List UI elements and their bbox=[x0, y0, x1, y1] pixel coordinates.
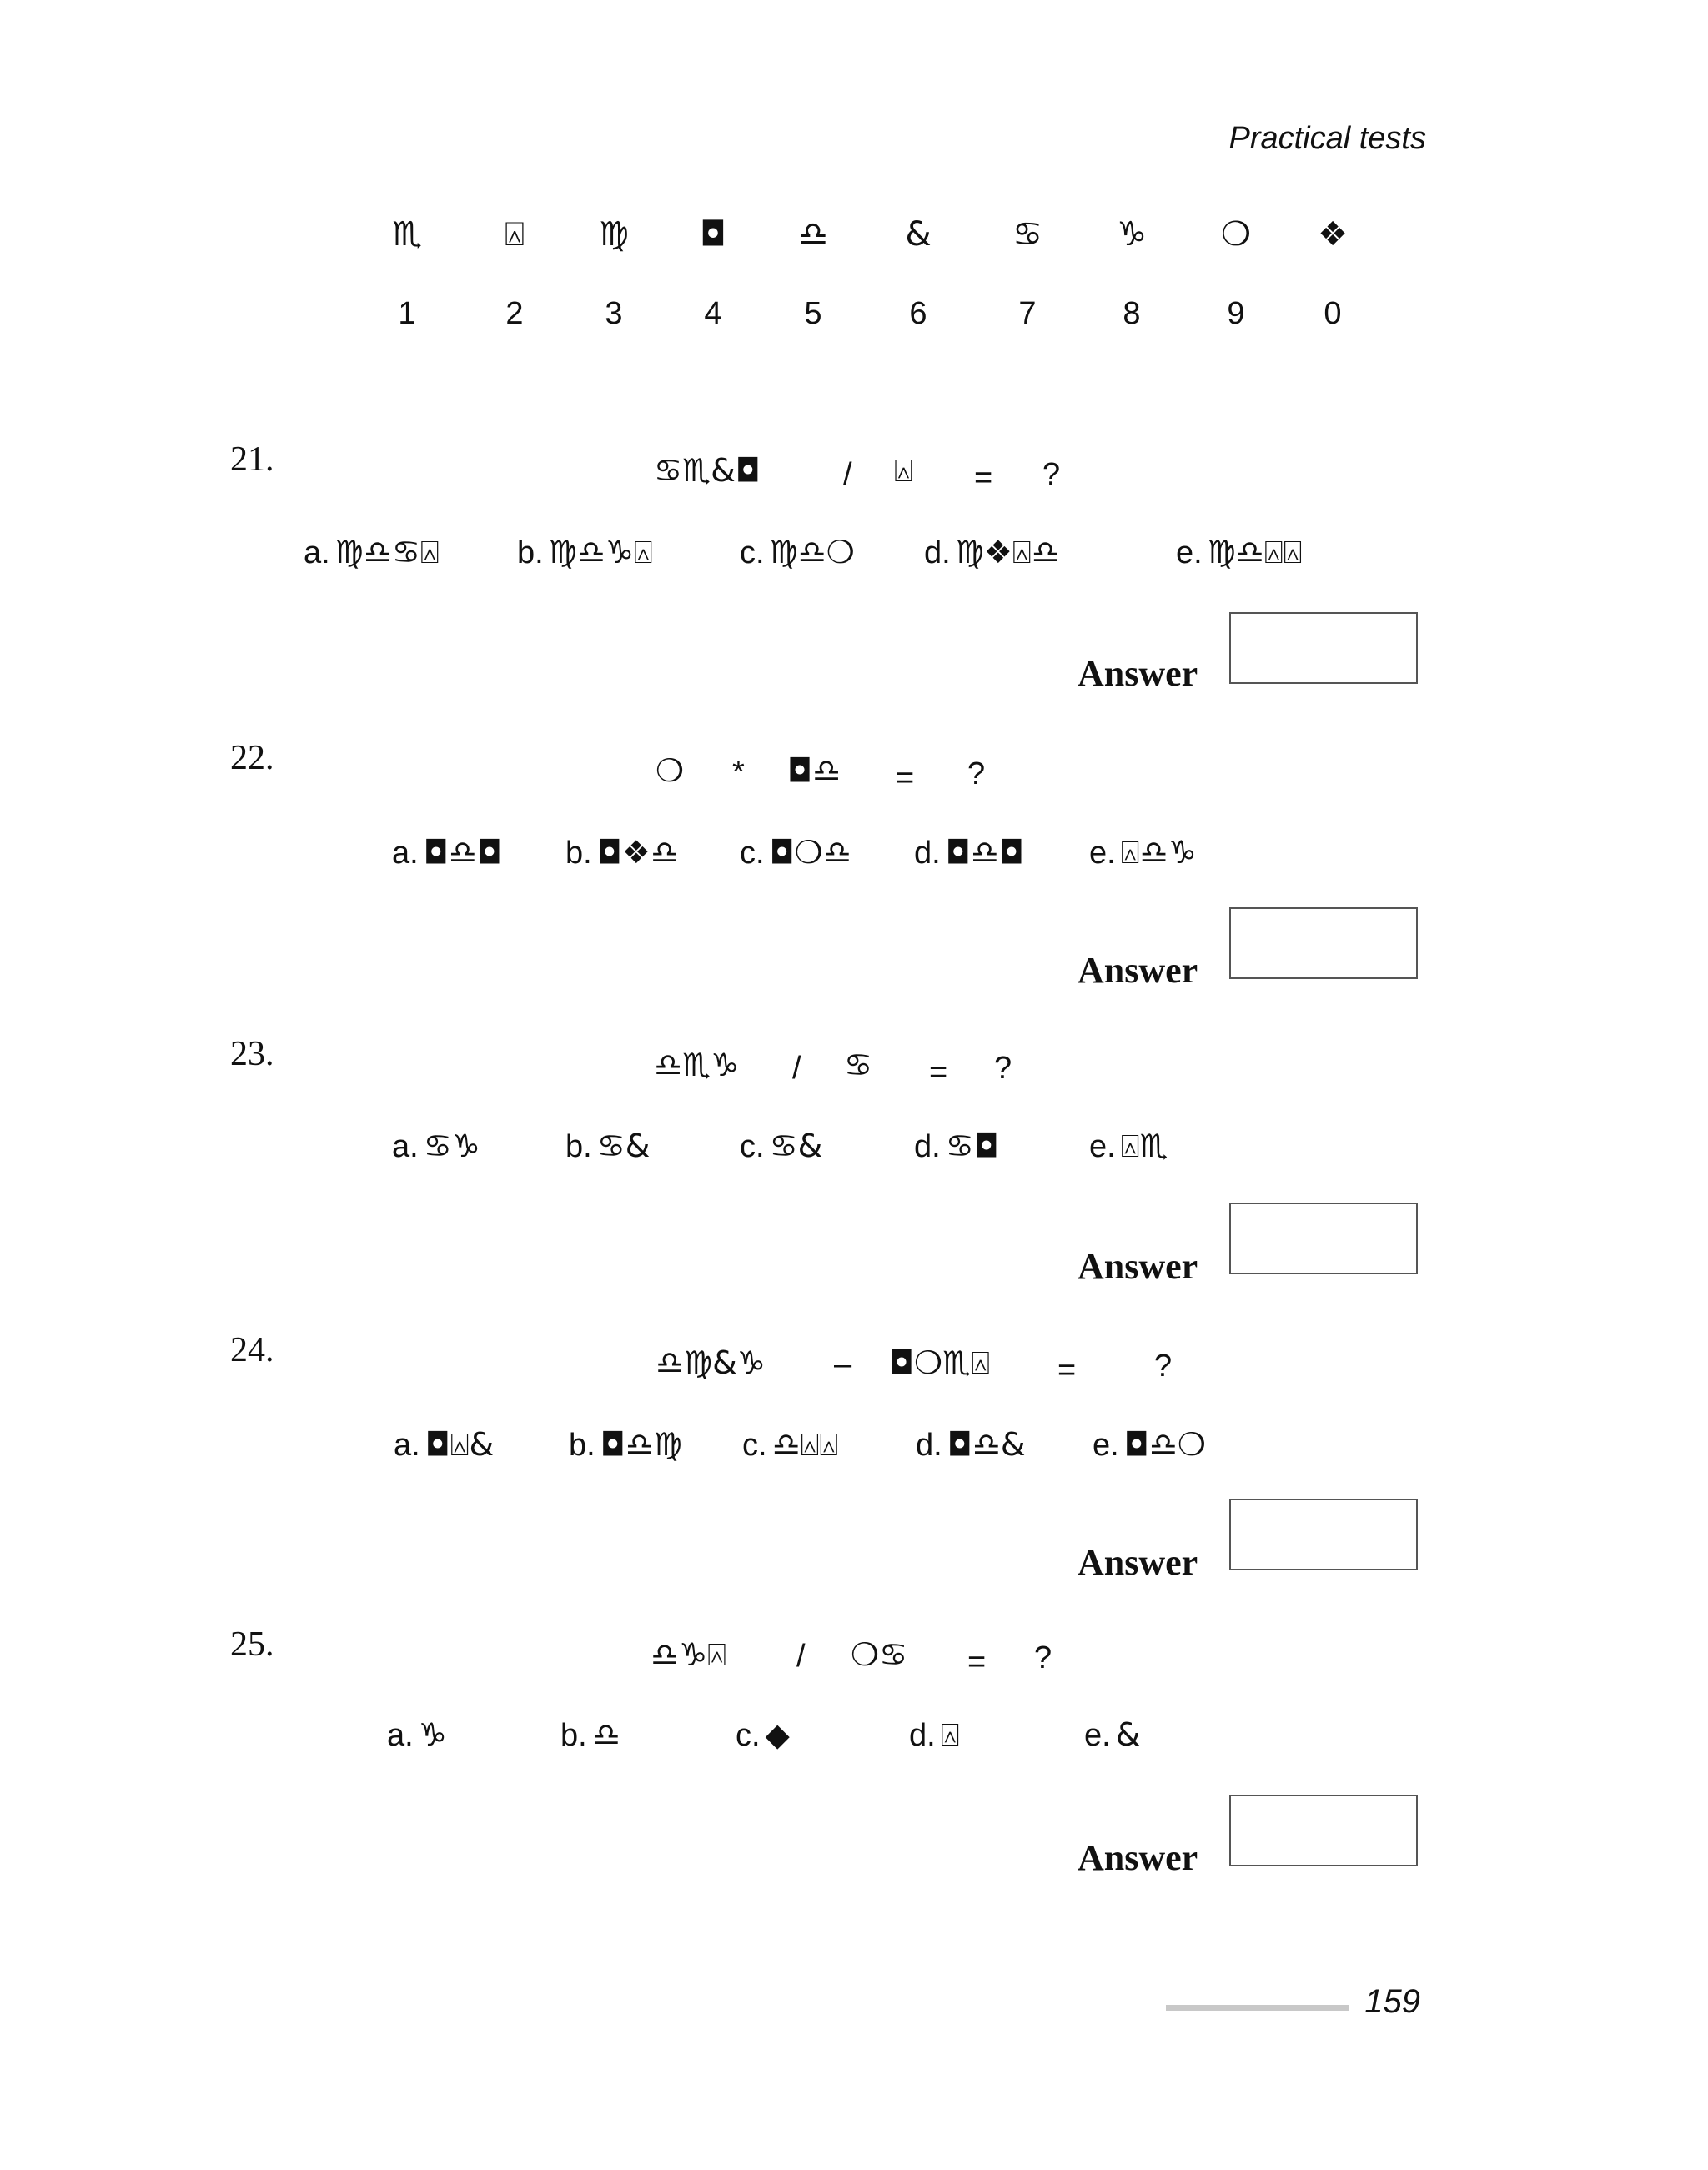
expression-operator: / bbox=[792, 1051, 801, 1086]
option-e[interactable] bbox=[1089, 834, 1197, 872]
key-digit: 3 bbox=[605, 296, 623, 331]
expression-equals: = bbox=[967, 1645, 987, 1680]
key-symbol: & bbox=[905, 215, 932, 254]
answer-box[interactable] bbox=[1229, 1795, 1418, 1866]
key-symbol: ⍓ bbox=[505, 215, 525, 254]
option-label: c. bbox=[740, 535, 765, 570]
option-label: a. bbox=[392, 1129, 419, 1164]
option-c[interactable] bbox=[740, 1128, 822, 1165]
expression-unknown: ? bbox=[1034, 1640, 1052, 1675]
option-value: ♋& bbox=[769, 1128, 823, 1164]
expression-operand: ♎♑⍓ bbox=[651, 1636, 726, 1673]
option-value: & bbox=[1115, 1716, 1141, 1753]
expression-operator: / bbox=[796, 1639, 806, 1674]
key-symbol: ◘ bbox=[700, 215, 726, 254]
key-digit: 0 bbox=[1324, 296, 1342, 331]
running-header: Practical tests bbox=[1228, 121, 1426, 156]
key-symbol: ❖ bbox=[1318, 215, 1348, 254]
option-label: b. bbox=[565, 836, 592, 871]
question-number: 23. bbox=[230, 1035, 274, 1073]
expression-operator: – bbox=[834, 1347, 852, 1382]
answer-box[interactable] bbox=[1229, 612, 1418, 684]
option-label: c. bbox=[740, 836, 765, 871]
key-digit: 6 bbox=[909, 296, 927, 331]
question-number: 25. bbox=[230, 1625, 274, 1664]
expression-equals: = bbox=[896, 761, 915, 796]
option-c[interactable] bbox=[736, 1716, 790, 1754]
option-value: ♋♑ bbox=[423, 1128, 480, 1164]
option-b[interactable] bbox=[565, 834, 679, 872]
expression-equals: = bbox=[1057, 1353, 1077, 1388]
option-a[interactable] bbox=[304, 534, 440, 571]
option-label: e. bbox=[1089, 836, 1116, 871]
expression-unknown: ? bbox=[967, 756, 986, 791]
expression-operand: ♋ bbox=[844, 1047, 873, 1083]
expression-operand: ♋♏&◘ bbox=[654, 452, 761, 489]
option-value: ♋◘ bbox=[945, 1128, 999, 1164]
key-symbol: ♋ bbox=[1012, 215, 1042, 254]
option-b[interactable] bbox=[565, 1128, 650, 1165]
option-label: b. bbox=[560, 1718, 587, 1753]
answer-box[interactable] bbox=[1229, 1203, 1418, 1274]
option-label: e. bbox=[1093, 1428, 1119, 1463]
option-value: ♍♎❍ bbox=[769, 534, 855, 570]
option-value: ◘❖♎ bbox=[596, 834, 679, 871]
expression-operand: ♎♍&♑ bbox=[656, 1344, 766, 1381]
option-label: e. bbox=[1084, 1718, 1111, 1753]
key-digit: 5 bbox=[804, 296, 822, 331]
key-digit: 8 bbox=[1123, 296, 1141, 331]
option-value: ◘♎♍ bbox=[600, 1426, 682, 1463]
option-c[interactable] bbox=[740, 534, 855, 571]
expression-operand: ❍ bbox=[656, 752, 685, 789]
expression-unknown: ? bbox=[1154, 1349, 1173, 1384]
option-value: ◘❍♎ bbox=[769, 834, 851, 871]
option-e[interactable] bbox=[1089, 1128, 1168, 1165]
option-d[interactable] bbox=[924, 534, 1060, 571]
option-a[interactable] bbox=[392, 834, 502, 872]
expression-unknown: ? bbox=[994, 1051, 1012, 1086]
option-value: ⍓♎♑ bbox=[1120, 834, 1197, 871]
option-label: b. bbox=[565, 1129, 592, 1164]
option-label: e. bbox=[1176, 535, 1203, 570]
option-label: d. bbox=[924, 535, 951, 570]
option-value: ◆ bbox=[765, 1716, 790, 1753]
option-value: ◘♎❍ bbox=[1123, 1426, 1206, 1463]
expression-operand: ❍♋ bbox=[851, 1636, 908, 1673]
option-c[interactable] bbox=[740, 834, 851, 872]
answer-label: Answer bbox=[1078, 1837, 1198, 1878]
option-value: ♍♎⍓⍓ bbox=[1207, 534, 1303, 570]
option-label: c. bbox=[740, 1129, 765, 1164]
footer-rule bbox=[1166, 2005, 1349, 2011]
key-digit: 4 bbox=[704, 296, 722, 331]
digit-key-row bbox=[384, 296, 1343, 346]
option-value: ♍♎♋⍓ bbox=[334, 534, 440, 570]
option-label: b. bbox=[569, 1428, 595, 1463]
option-label: b. bbox=[517, 535, 544, 570]
option-value: ♎ bbox=[591, 1716, 620, 1753]
option-c[interactable] bbox=[742, 1426, 838, 1464]
option-b[interactable] bbox=[517, 534, 653, 571]
key-digit: 9 bbox=[1227, 296, 1245, 331]
option-value: ♍❖⍓♎ bbox=[955, 534, 1060, 570]
option-value: ♋& bbox=[596, 1128, 651, 1164]
key-digit: 1 bbox=[398, 296, 416, 331]
option-value: ◘♎◘ bbox=[945, 834, 1024, 871]
option-d[interactable] bbox=[914, 834, 1024, 872]
expression-equals: = bbox=[929, 1055, 948, 1090]
option-a[interactable] bbox=[392, 1128, 480, 1165]
expression-unknown: ? bbox=[1042, 457, 1061, 492]
option-d[interactable] bbox=[914, 1128, 999, 1165]
question-number: 22. bbox=[230, 739, 274, 777]
expression-operand: ⍓ bbox=[894, 452, 913, 489]
key-symbol: ♍ bbox=[599, 215, 629, 254]
option-value: ◘⍓& bbox=[424, 1426, 495, 1463]
option-label: a. bbox=[394, 1428, 420, 1463]
option-value: ◘♎& bbox=[947, 1426, 1026, 1463]
option-label: d. bbox=[914, 1129, 941, 1164]
option-d[interactable] bbox=[909, 1716, 960, 1754]
expression-operator: / bbox=[843, 457, 852, 492]
option-value: ◘♎◘ bbox=[423, 834, 502, 871]
answer-label: Answer bbox=[1078, 1542, 1198, 1583]
answer-box[interactable] bbox=[1229, 1499, 1418, 1570]
option-value: ♍♎♑⍓ bbox=[548, 534, 653, 570]
expression-operand: ◘♎ bbox=[787, 752, 841, 789]
answer-label: Answer bbox=[1078, 950, 1198, 991]
symbol-key-row bbox=[384, 215, 1348, 265]
option-label: c. bbox=[742, 1428, 767, 1463]
option-a[interactable] bbox=[387, 1716, 447, 1754]
option-value: ⍓♏ bbox=[1120, 1128, 1168, 1164]
key-digit: 2 bbox=[505, 296, 524, 331]
key-symbol: ♏ bbox=[392, 215, 422, 254]
expression-equals: = bbox=[974, 460, 993, 495]
option-e[interactable] bbox=[1093, 1426, 1206, 1464]
expression-operand: ♎♏♑ bbox=[654, 1047, 740, 1083]
question-number: 24. bbox=[230, 1331, 274, 1369]
answer-box[interactable] bbox=[1229, 907, 1418, 979]
option-label: d. bbox=[914, 836, 941, 871]
expression-operand: ◘❍♏⍓ bbox=[889, 1344, 990, 1381]
option-value: ♑ bbox=[418, 1716, 447, 1753]
key-digit: 7 bbox=[1018, 296, 1037, 331]
key-symbol: ♑ bbox=[1117, 215, 1147, 254]
option-a[interactable] bbox=[394, 1426, 494, 1464]
page-number: 159 bbox=[1364, 1983, 1420, 2020]
option-value: ⍓ bbox=[940, 1716, 960, 1753]
key-symbol: ♎ bbox=[798, 215, 828, 254]
option-label: c. bbox=[736, 1718, 761, 1753]
option-b[interactable] bbox=[569, 1426, 682, 1464]
option-label: a. bbox=[392, 836, 419, 871]
option-label: a. bbox=[387, 1718, 414, 1753]
option-label: e. bbox=[1089, 1129, 1116, 1164]
key-symbol: ❍ bbox=[1221, 215, 1251, 254]
option-e[interactable] bbox=[1084, 1716, 1140, 1754]
question-number: 21. bbox=[230, 440, 274, 479]
option-b[interactable] bbox=[560, 1716, 620, 1754]
answer-label: Answer bbox=[1078, 653, 1198, 694]
option-label: d. bbox=[909, 1718, 936, 1753]
answer-label: Answer bbox=[1078, 1246, 1198, 1287]
option-label: a. bbox=[304, 535, 330, 570]
expression-operator: * bbox=[732, 755, 745, 790]
option-d[interactable] bbox=[916, 1426, 1025, 1464]
option-label: d. bbox=[916, 1428, 942, 1463]
option-value: ♎⍓⍓ bbox=[771, 1426, 839, 1463]
option-e[interactable] bbox=[1176, 534, 1302, 571]
